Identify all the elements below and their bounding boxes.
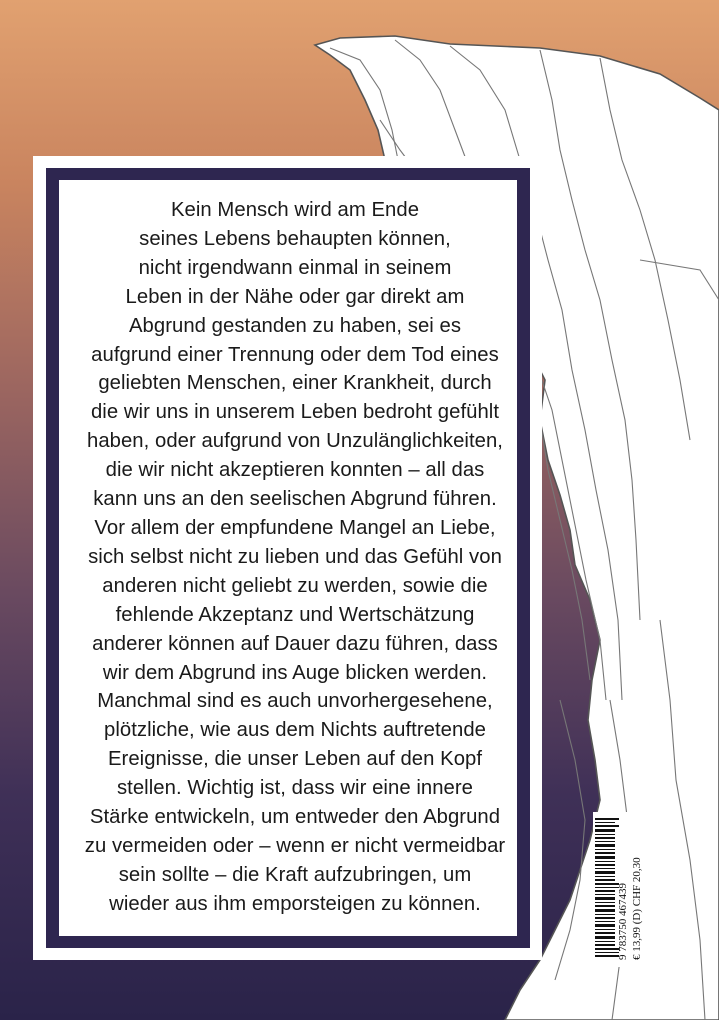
price-label: € 13,99 (D) CHF 20,30 bbox=[631, 857, 643, 960]
isbn-number: 9 783750 467439 bbox=[617, 883, 629, 960]
barcode-icon bbox=[595, 818, 619, 958]
blurb-text: Kein Mensch wird am Ende seines Lebens behaupten können, nicht irgendwann einmal in seinem Leben in der Nähe oder gar direkt am Abgrund gestanden zu haben, sei es aufgrund einer Trennung oder dem Tod eines geliebten Menschen, einer Krankheit, durch die wir uns in unserem Leben bedroht gefühlt haben, oder aufgrund von Unzulänglichkeiten, die wir nicht akzeptieren konnten – all das kann uns an den seelischen Abgrund führen. Vor allem der empfundene Mangel an Liebe, sich selbst nicht zu lieben und das Gefühl von anderen nicht geliebt zu werden, sowie die fehlende Akzeptanz und Wertschätzung anderer können auf Dauer dazu führen, dass wir dem Abgrund ins Auge blicken werden. Manchmal sind es auch unvorhergesehene, plötzliche, wie aus dem Nichts auftretende Ereignisse, die unser Leben auf den Kopf stellen. Wichtig ist, dass wir eine innere Stärke entwickeln, um entweder den Abgrund zu vermeiden oder – wenn er nicht vermeidbar sein sollte – die Kraft aufzubringen, um wieder aus ihm emporsteigen zu können. bbox=[84, 199, 506, 915]
